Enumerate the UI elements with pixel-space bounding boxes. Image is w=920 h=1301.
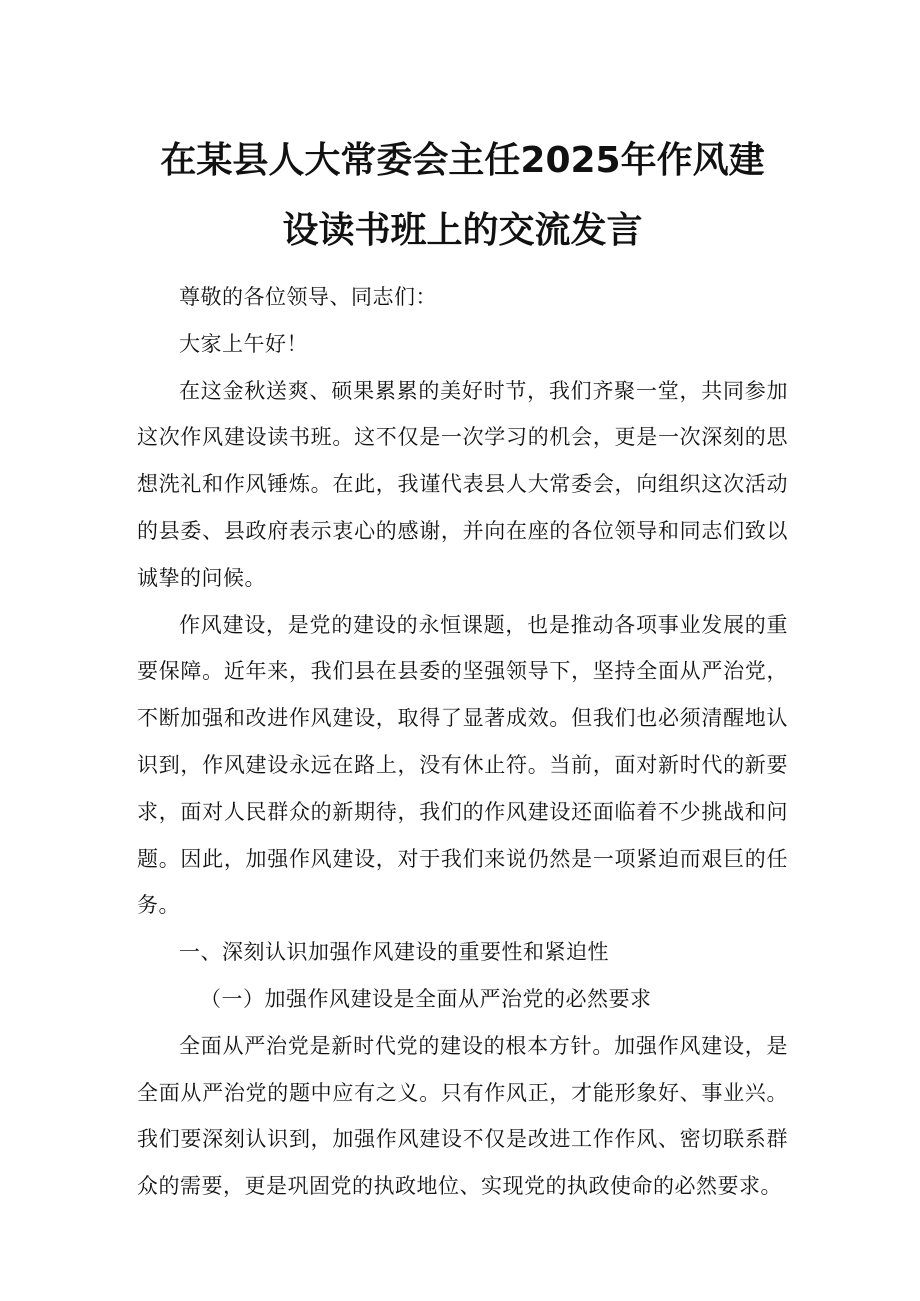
salutation: 尊敬的各位领导、同志们： — [179, 285, 437, 309]
paragraph-background: 作风建设，是党的建设的永恒课题，也是推动各项事业发展的重要保障。近年来，我们县在县委的坚强领导下，坚持全面从严治党，不断加强和改进作风建设，取得了显著成效。但我们也必须清醒地认识到，作风建设永远在路上，没有休止符。当前，面对新时代的新要求，面对人民群众的新期待，我们的作风建设还面临着不少挑战和问题。因此，加强作风建设，对于我们来说仍然是一项紧迫而艰巨的任务。 — [137, 612, 788, 918]
paragraph-opening: 在这金秋送爽、硕果累累的美好时节，我们齐聚一堂，共同参加这次作风建设读书班。这不仅是一次学习的机会，更是一次深刻的思想洗礼和作风锤炼。在此，我谨代表县人大常委会，向组织这次活动的县委、县政府表示衷心的感谢，并向在座的各位领导和同志们致以诚挚的问候。 — [137, 378, 788, 590]
document-body — [137, 274, 788, 1210]
title-line-1: 在某县人大常委会主任2025年作风建 — [160, 140, 765, 181]
document-title — [137, 126, 788, 266]
section-heading-1: 一、深刻认识加强作风建设的重要性和紧迫性 — [179, 940, 609, 965]
subsection-heading-1: （一）加强作风建设是全面从严治党的必然要求 — [200, 986, 652, 1011]
paragraph-subsection-1: 全面从严治党是新时代党的建设的根本方针。加强作风建设，是全面从严治党的题中应有之义。只有作风正，才能形象好、事业兴。我们要深刻认识到，加强作风建设不仅是改进工作作风、密切联系群众的需要，更是巩固党的执政地位、实现党的执政使命的必然要求。 — [137, 1033, 788, 1199]
title-line-2: 设读书班上的交流发言 — [282, 210, 643, 251]
greeting: 大家上午好！ — [179, 331, 308, 356]
